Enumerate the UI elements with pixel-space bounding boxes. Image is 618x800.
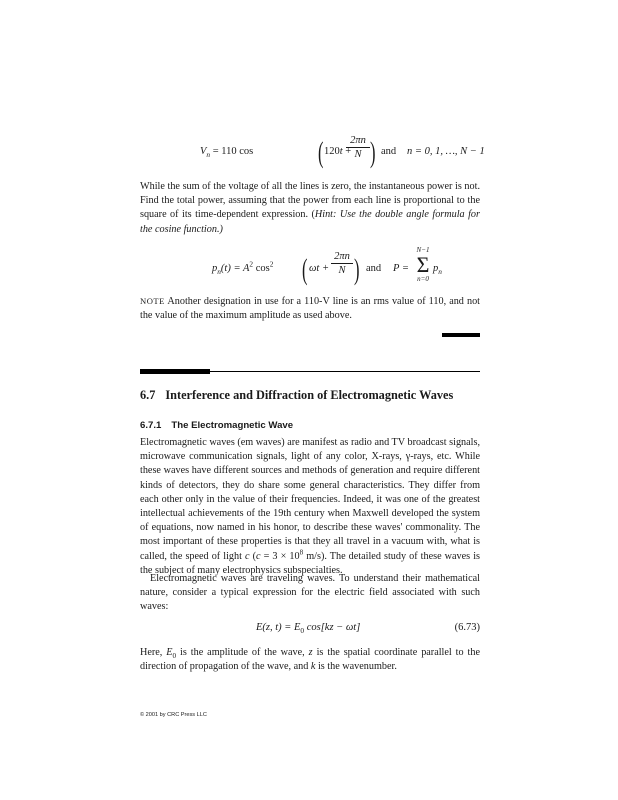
amplitude-paragraph: Here, $E_0$ is the amplitude of the wave, z is the spatial coordinate parallel to the direction of propagation of the wave, and k is the wavenumber.	[140, 647, 480, 673]
equation-electric-field-body: E(z, $t) = E_0$ cos[kz − ωt]	[256, 622, 361, 636]
close-paren: )	[354, 253, 360, 286]
equation-number: (6.73)	[454, 622, 480, 633]
equation-voltage-and: and	[381, 146, 397, 157]
equation-voltage-fraction: $\frac{2\pi n}{N}$	[346, 134, 370, 162]
equation-voltage-arg: 120t +	[324, 146, 352, 157]
open-paren: (	[318, 136, 324, 169]
summation-symbol: N−1 Σ n=0	[416, 246, 430, 283]
end-rule	[442, 333, 480, 337]
equation-power-arg: ωt +	[309, 263, 330, 274]
equation-power-fraction: $\frac{2\pi n}{N}$	[331, 250, 353, 278]
open-paren: (	[302, 253, 308, 286]
equation-power-and: and	[366, 263, 382, 274]
traveling-waves-paragraph: Electromagnetic waves are traveling waves. To understand their mathematical nature, consider a typical expression for the electric field associated with such waves:	[140, 573, 480, 613]
section-heading: 6.7 Interference and Diffraction of Electromagnetic Waves	[140, 388, 454, 402]
equation-voltage-range: n = 0, 1, …, N − 1	[407, 146, 485, 157]
equation-voltage	[200, 134, 485, 169]
book-page	[140, 0, 485, 800]
problem-paragraph: While the sum of the voltage of all the lines is zero, the instantaneous power is not. Find the total power, assuming that the power from each line is proportional to the square of its time-dependent expression. (Hint: Use the double angle formula for the cosine function.)	[140, 181, 480, 235]
equation-power-lhs: $p_n(t) = A^2$ $\cos^2$	[212, 259, 274, 277]
summation-term: $p_n$	[433, 263, 442, 277]
copyright-footer: © 2001 by CRC Press LLC	[140, 712, 207, 718]
note-tag: NOTE	[140, 296, 165, 306]
section-rule-accent	[140, 369, 210, 374]
equation-power	[212, 246, 442, 298]
em-waves-paragraph: Electromagnetic waves (em waves) are manifest as radio and TV broadcast signals, microwave communication signals, light of any color, X-rays, γ-rays, etc. While these waves have different sources and methods of generation and require different kinds of detectors, they do share some general characteristics. They differ from each other only in the value of their frequencies. Indeed, it was one of the greatest intellectual achievements of the 19th century when Maxwell developed the system of equations, now named in his honor, to describe these waves' commonality. The most important of these properties is that they all travel in a vacuum with, what is called, the speed of light c ($c = 3 \times 10^8$ m/s). The detailed study of these waves is the subject of many electrophysics subspecialties.	[140, 437, 480, 576]
subsection-heading: 6.7.1 The Electromagnetic Wave	[140, 420, 294, 431]
close-paren: )	[370, 136, 376, 169]
equation-total-power-lhs: P =	[393, 263, 409, 274]
equation-voltage-lhs: $V_n = 110$ cos	[200, 146, 254, 160]
note-paragraph: NOTE Another designation in use for a 110-V line is an rms value of 110, and not the value of the maximum amplitude as used above.	[140, 296, 480, 322]
